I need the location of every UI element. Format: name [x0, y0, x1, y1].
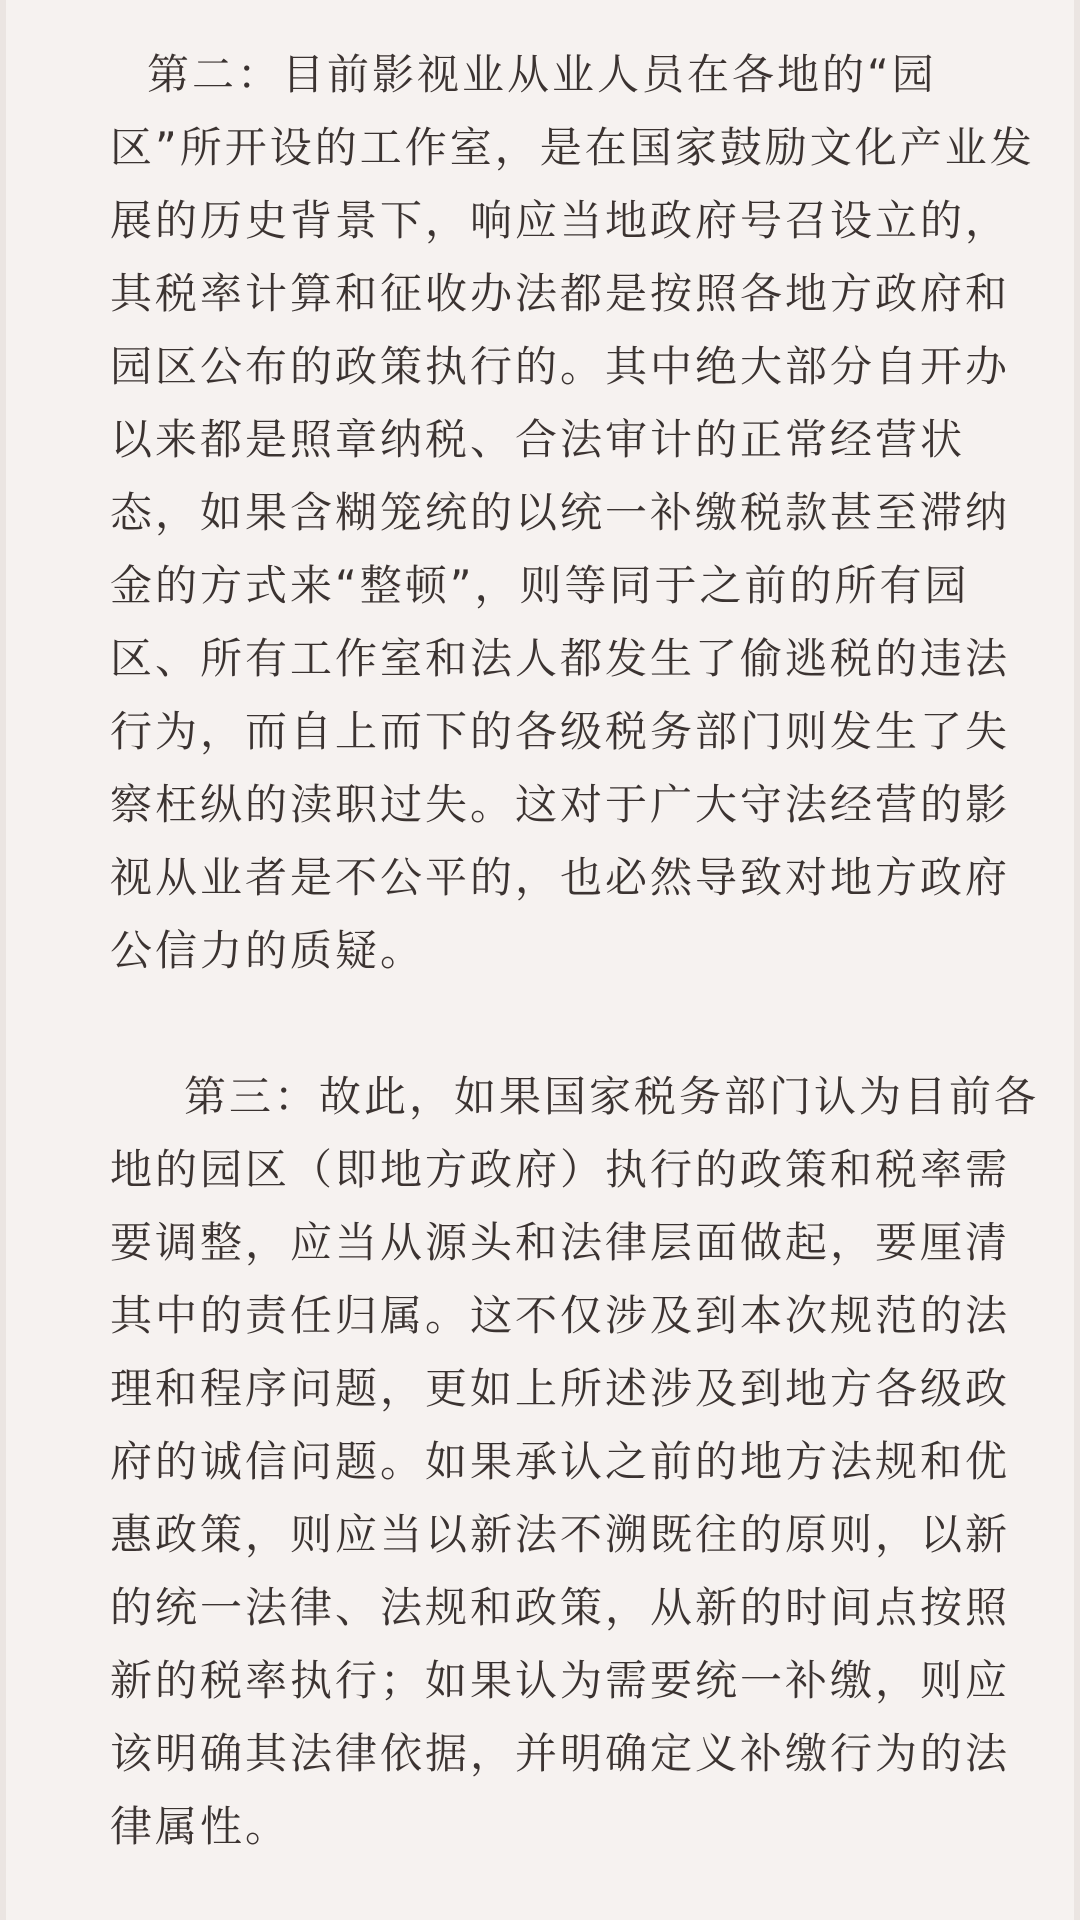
- text-line: 要调整，应当从源头和法律层面做起，要厘清: [110, 1218, 1011, 1267]
- paragraph-second: [110, 38, 1035, 987]
- text-line: 第三：故此，如果国家税务部门认为目前各: [184, 1072, 1040, 1121]
- text-line: 察枉纵的渎职过失。这对于广大守法经营的影: [110, 780, 1011, 829]
- text-line: 地的园区（即地方政府）执行的政策和税率需: [110, 1145, 1011, 1194]
- text-line: 公信力的质疑。: [110, 926, 426, 975]
- text-line: 区、所有工作室和法人都发生了偷逃税的违法: [110, 634, 1011, 683]
- text-line: 其中的责任归属。这不仅涉及到本次规范的法: [110, 1291, 1011, 1340]
- text-line: 其税率计算和征收办法都是按照各地方政府和: [110, 269, 1011, 318]
- text-line: 惠政策，则应当以新法不溯既往的原则，以新: [110, 1510, 1011, 1559]
- text-line: 第二：目前影视业从业人员在各地的“园: [147, 50, 937, 99]
- text-line: 新的税率执行；如果认为需要统一补缴，则应: [110, 1656, 1011, 1705]
- text-line: 理和程序问题，更如上所述涉及到地方各级政: [110, 1364, 1011, 1413]
- article-body: [110, 38, 1040, 1863]
- paragraph-third: [110, 1060, 1040, 1863]
- paragraph-spacer: [110, 987, 990, 1060]
- text-line: 展的历史背景下，响应当地政府号召设立的，: [110, 196, 1011, 245]
- text-line: 金的方式来“整顿”，则等同于之前的所有园: [110, 561, 970, 610]
- text-line: 以来都是照章纳税、合法审计的正常经营状: [110, 415, 966, 464]
- text-line: 府的诚信问题。如果承认之前的地方法规和优: [110, 1437, 1011, 1486]
- text-line: 的统一法律、法规和政策，从新的时间点按照: [110, 1583, 1011, 1632]
- text-line: 态，如果含糊笼统的以统一补缴税款甚至滞纳: [110, 488, 1011, 537]
- text-line: 该明确其法律依据，并明确定义补缴行为的法: [110, 1729, 1011, 1778]
- text-line: 行为，而自上而下的各级税务部门则发生了失: [110, 707, 1011, 756]
- text-line: 区”所开设的工作室，是在国家鼓励文化产业发: [110, 123, 1035, 172]
- text-line: 园区公布的政策执行的。其中绝大部分自开办: [110, 342, 1011, 391]
- text-line: 视从业者是不公平的，也必然导致对地方政府: [110, 853, 1011, 902]
- text-line: 律属性。: [110, 1802, 291, 1851]
